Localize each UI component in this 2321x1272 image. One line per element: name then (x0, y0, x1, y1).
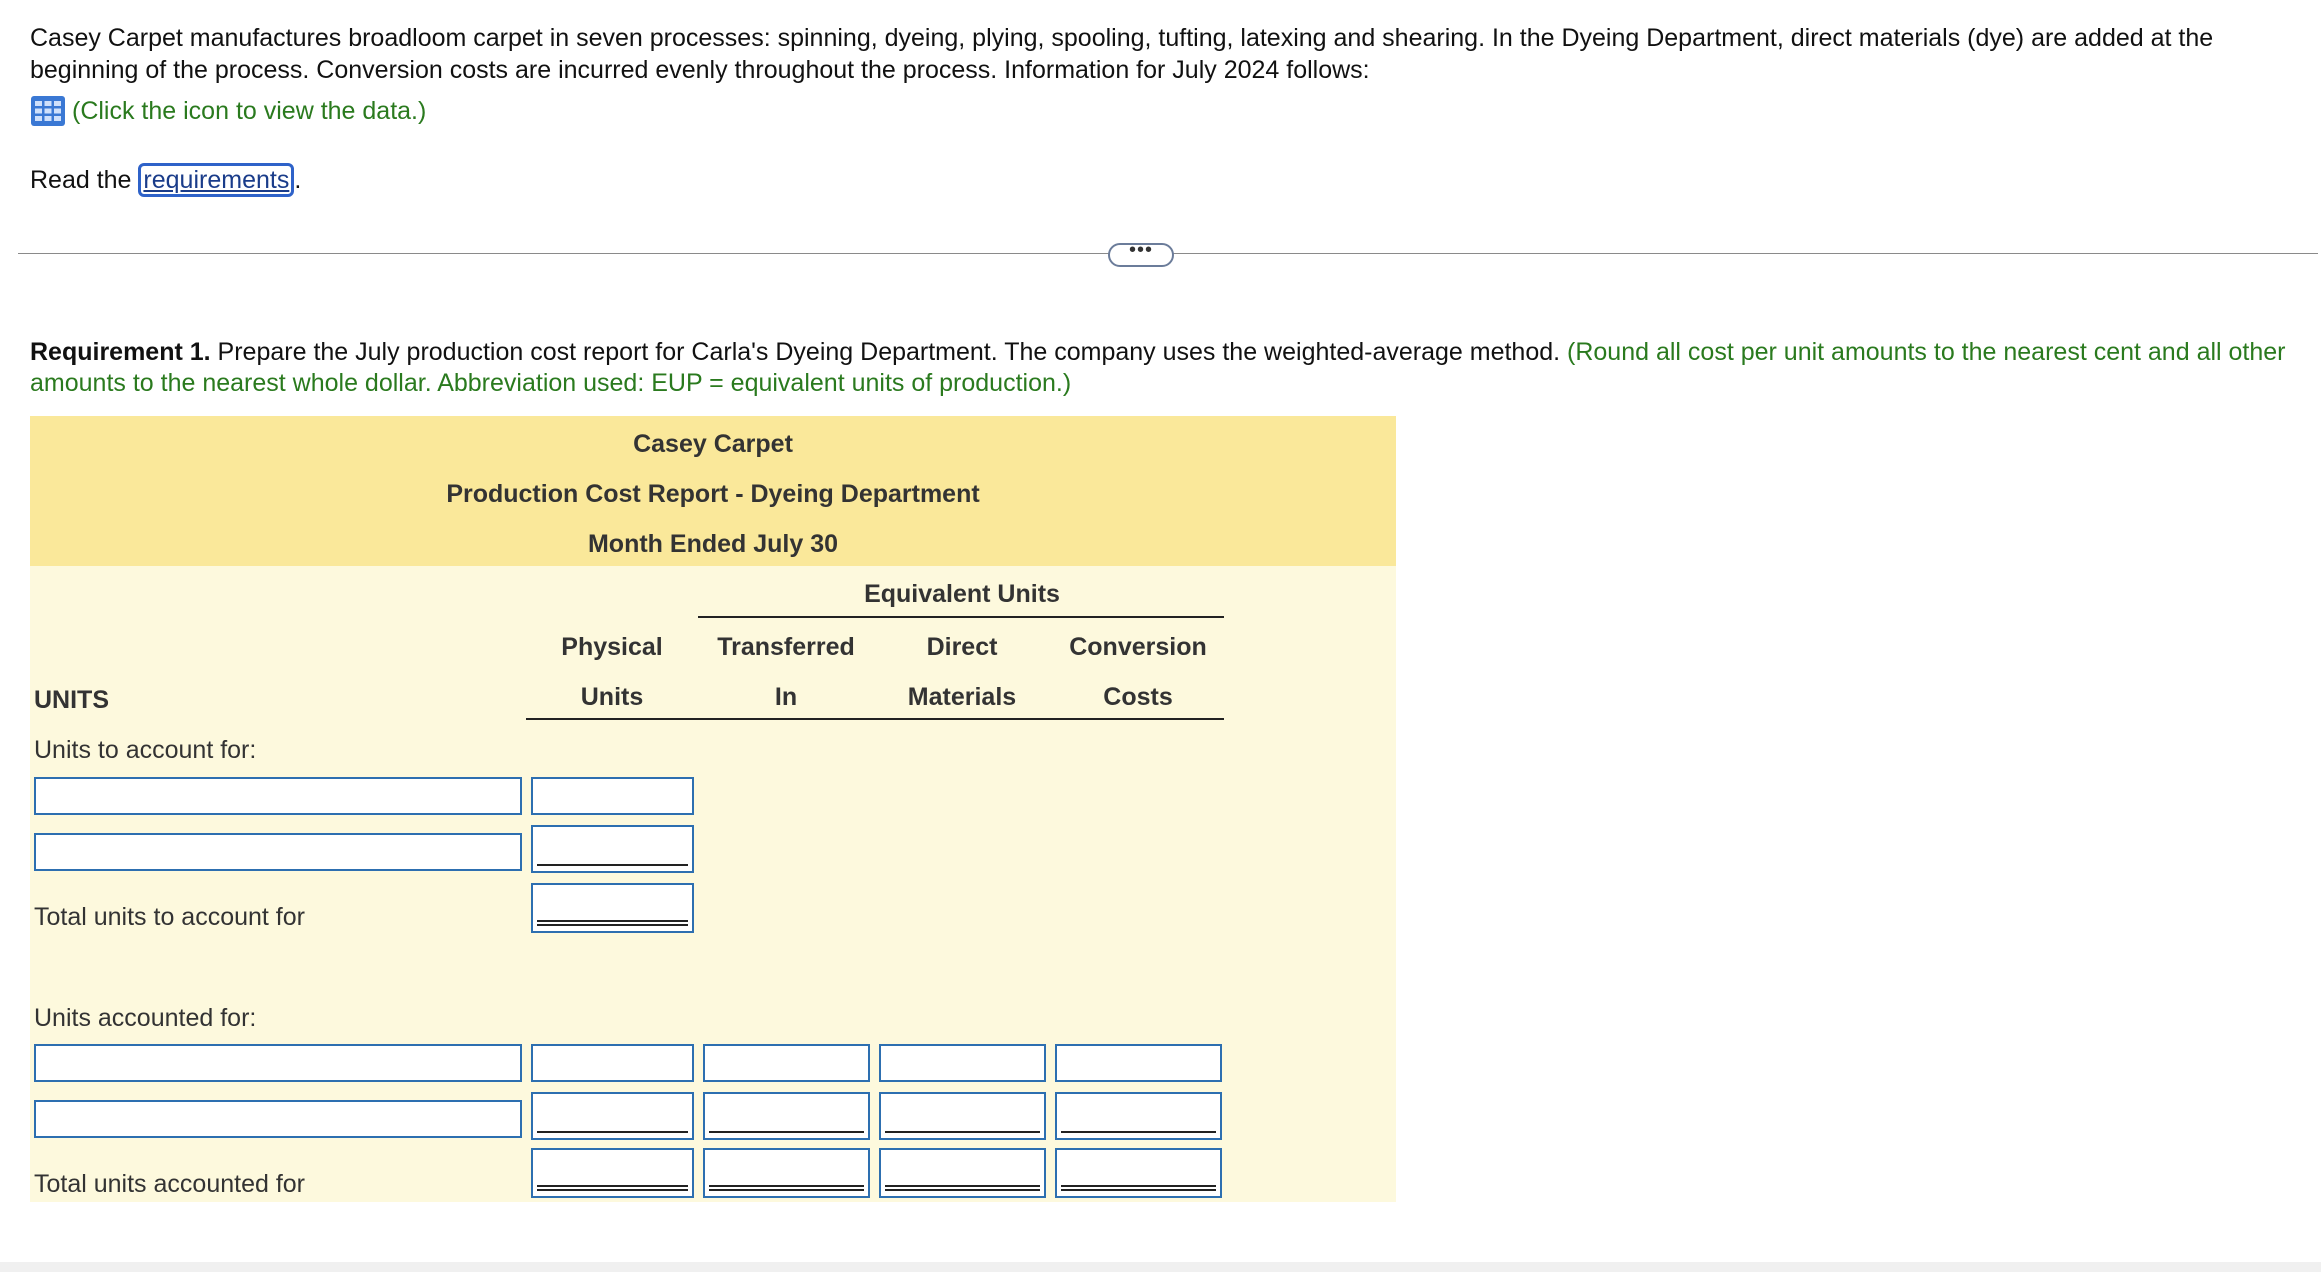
col-physical-line1: Physical (561, 633, 663, 661)
equivalent-units-rule (698, 616, 1224, 618)
table-grid-icon[interactable] (30, 95, 66, 127)
accounted-row1-conversion-input[interactable] (1055, 1044, 1222, 1082)
view-data-link[interactable] (30, 95, 426, 127)
col-conversion-line1: Conversion (1069, 633, 1207, 661)
col-transferred-line1: Transferred (717, 633, 855, 661)
rounding-instruction: (Round all cost per unit amounts to the nearest cent and all other amounts to the nearest whole dollar. Abbreviation used: EUP = equivalent units of production.) (30, 338, 2286, 397)
to-account-row1-physical-input[interactable] (531, 777, 694, 815)
equivalent-units-header: Equivalent Units (864, 580, 1060, 608)
to-account-row2-physical-input[interactable] (531, 825, 694, 873)
col-materials-line1: Direct (926, 633, 998, 661)
requirement-label: Requirement 1. (30, 338, 211, 366)
problem-description: Casey Carpet manufactures broadloom carpet in seven processes: spinning, dyeing, plying, spooling, tufting, latexing and shearing. In the Dyeing Department, direct materials (dye) are added at the beginning of the process. Conversion costs are incurred evenly throughout the process. Information for July 2024 follows: (30, 24, 2214, 84)
col-transferred-line2: In (774, 683, 798, 711)
accounted-row1-label-input[interactable] (34, 1044, 522, 1082)
col-materials-line2: Materials (907, 683, 1017, 711)
expand-more-button[interactable]: ••• (1108, 243, 1174, 267)
accounted-row2-label-input[interactable] (34, 1100, 522, 1138)
total-accounted-physical-input[interactable] (531, 1148, 694, 1198)
col-conversion-line2: Costs (1103, 683, 1173, 711)
total-to-account-physical-input[interactable] (531, 883, 694, 933)
to-account-row2-label-input[interactable] (34, 833, 522, 871)
total-accounted-conversion-input[interactable] (1055, 1148, 1222, 1198)
accounted-row2-physical-input[interactable] (531, 1092, 694, 1140)
units-accounted-for-label: Units accounted for: (34, 1004, 257, 1032)
to-account-row1-label-input[interactable] (34, 777, 522, 815)
requirements-link[interactable]: requirements (138, 163, 294, 197)
read-suffix: . (294, 166, 302, 194)
total-accounted-transferred-input[interactable] (703, 1148, 870, 1198)
total-units-to-account-for-label: Total units to account for (34, 903, 305, 931)
total-accounted-materials-input[interactable] (879, 1148, 1046, 1198)
accounted-row2-materials-input[interactable] (879, 1092, 1046, 1140)
accounted-row1-physical-input[interactable] (531, 1044, 694, 1082)
total-units-accounted-for-label: Total units accounted for (34, 1170, 305, 1198)
report-company: Casey Carpet (633, 430, 793, 458)
requirement-body: Prepare the July production cost report for Carla's Dyeing Department. The company uses the weighted-average method. (210, 338, 1561, 366)
report-period: Month Ended July 30 (587, 530, 839, 558)
column-header-rule (526, 718, 1224, 720)
bottom-bar (0, 1262, 2321, 1272)
report-title: Production Cost Report - Dyeing Department (446, 480, 980, 508)
requirement-1-text (30, 337, 2300, 399)
read-prefix: Read the (30, 166, 139, 194)
accounted-row1-transferred-input[interactable] (703, 1044, 870, 1082)
read-requirements-line (30, 166, 301, 195)
accounted-row2-conversion-input[interactable] (1055, 1092, 1222, 1140)
accounted-row1-materials-input[interactable] (879, 1044, 1046, 1082)
units-to-account-for-label: Units to account for: (34, 736, 257, 764)
units-section-label: UNITS (34, 686, 109, 714)
col-physical-line2: Units (580, 683, 644, 711)
view-data-label[interactable]: (Click the icon to view the data.) (72, 96, 427, 125)
accounted-row2-transferred-input[interactable] (703, 1092, 870, 1140)
